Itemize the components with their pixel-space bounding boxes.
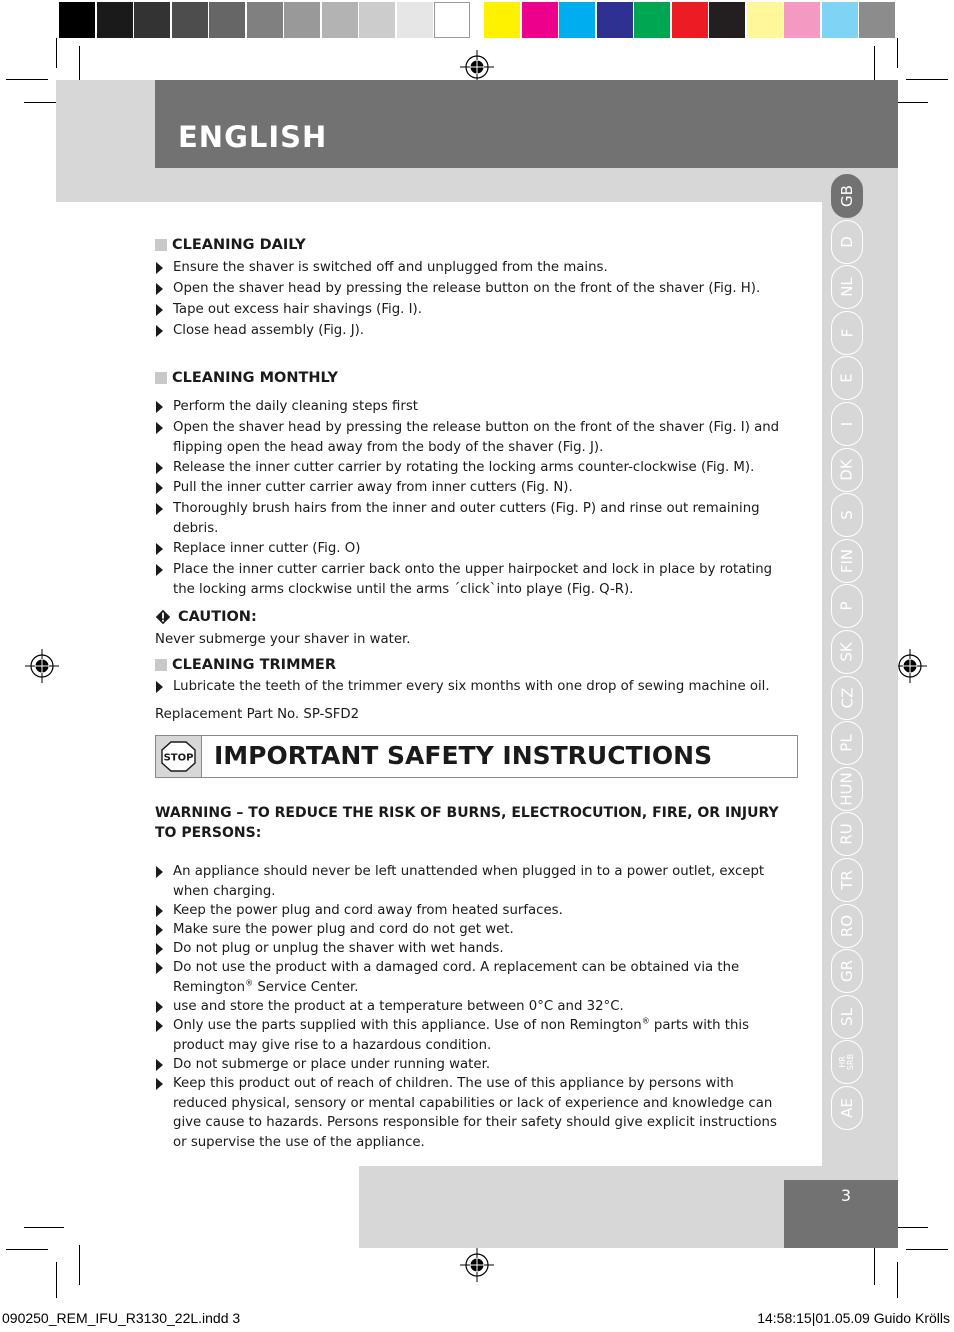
caution-text: Never submerge your shaver in water.: [155, 632, 411, 647]
list-item: Ensure the shaver is switched off and unplugged from the mains.: [155, 258, 785, 278]
list-item: Perform the daily cleaning steps first: [155, 397, 785, 417]
list-item: use and store the product at a temperature between 0°C and 32°C.: [155, 997, 785, 1017]
list-item: Make sure the power plug and cord do not get wet.: [155, 920, 785, 940]
page-number: 3: [840, 1186, 852, 1205]
list-item: Replace inner cutter (Fig. O): [155, 539, 785, 559]
language-tab-sl: [831, 995, 863, 1039]
language-tab-s: [831, 493, 863, 537]
color-swatch: [859, 2, 895, 38]
list-item: Keep the power plug and cord away from heated surfaces.: [155, 901, 785, 921]
crop-mark: [56, 38, 57, 68]
color-swatch: [484, 2, 520, 38]
language-code: RO: [837, 914, 856, 937]
list-item: Open the shaver head by pressing the release button on the front of the shaver (Fig. I) and flipping open the head away from the body of the shaver (Fig. J).: [155, 418, 785, 457]
list-item: Keep this product out of reach of children. The use of this appliance by persons with reduced physical, sensory or mental capabilities or lack of experience and knowledge can give cause to hazards. Persons responsible for their safety should give explicit instructions or supervise the use of the appliance.: [155, 1074, 785, 1152]
color-bar-cmyk: [484, 2, 897, 38]
list-item: Close head assembly (Fig. J).: [155, 321, 785, 341]
language-code: I: [838, 421, 856, 427]
item-text-tail: parts with this product may give rise to a hazardous condition.: [173, 1018, 750, 1053]
language-code: SL: [837, 1007, 856, 1026]
color-swatch: [634, 2, 670, 38]
language-code: RU: [838, 823, 856, 846]
language-tab-d: [831, 220, 863, 264]
language-code: F: [837, 328, 856, 338]
list-item: [155, 1016, 785, 1055]
section-title: CLEANING DAILY: [172, 237, 306, 253]
color-swatch: [359, 2, 395, 38]
list-item: Release the inner cutter carrier by rotating the locking arms counter-clockwise (Fig. M).: [155, 458, 785, 478]
language-code: SK: [837, 642, 856, 662]
language-tab-sk: [831, 630, 863, 674]
square-bullet-icon: [155, 372, 167, 384]
color-swatch: [284, 2, 320, 38]
color-swatch: [434, 2, 470, 38]
language-tab-f: [831, 311, 863, 355]
list-item: [155, 958, 785, 997]
color-swatch: [322, 2, 358, 38]
language-code: E: [837, 373, 856, 384]
language-tab-gr: [831, 949, 863, 993]
language-code: HR SRB: [838, 1054, 855, 1071]
color-swatch: [247, 2, 283, 38]
stop-label: STOP: [163, 752, 194, 764]
registration-mark-icon: [893, 649, 927, 683]
language-tab-pl: [831, 721, 863, 765]
crop-mark: [56, 1262, 57, 1298]
stop-cell: [156, 736, 202, 777]
list-item: An appliance should never be left unattended when plugged in to a power outlet, except when charging.: [155, 862, 785, 901]
list-item: Lubricate the teeth of the trimmer every six months with one drop of sewing machine oil.: [155, 677, 785, 697]
language-code: FIN: [838, 548, 856, 573]
section-title: CLEANING TRIMMER: [172, 657, 337, 673]
language-tab-tr: [831, 858, 863, 902]
list-item: Tape out excess hair shavings (Fig. I).: [155, 300, 785, 320]
language-tab-hun: [831, 767, 863, 811]
square-bullet-icon: [155, 659, 167, 671]
list-item: Open the shaver head by pressing the release button on the front of the shaver (Fig. H).: [155, 279, 785, 299]
registered-mark: ®: [641, 1016, 650, 1026]
color-swatch: [397, 2, 433, 38]
list-item: Pull the inner cutter carrier away from inner cutters (Fig. N).: [155, 478, 785, 498]
color-swatch: [822, 2, 858, 38]
language-tab-ae: [831, 1086, 863, 1130]
language-code: NL: [837, 277, 856, 297]
section-cleaning-trimmer: [155, 657, 336, 673]
page-title: ENGLISH: [178, 120, 328, 154]
caution-heading: [155, 609, 257, 625]
slug-timestamp: 14:58:15|01.05.09 Guido Krölls: [757, 1310, 950, 1326]
language-tab-p: [831, 584, 863, 628]
list-item: Thoroughly brush hairs from the inner and outer cutters (Fig. P) and rinse out remaining debris.: [155, 499, 785, 538]
safety-title: IMPORTANT SAFETY INSTRUCTIONS: [214, 741, 713, 770]
color-swatch: [747, 2, 783, 38]
crop-mark: [897, 38, 898, 68]
item-text: Do not use the product with a damaged cord. A replacement can be obtained via the Remington: [173, 960, 740, 995]
crop-mark: [6, 79, 48, 80]
language-code: S: [838, 510, 856, 520]
language-code: D: [838, 235, 856, 248]
language-tab-hr-srb: [831, 1040, 863, 1084]
language-code: TR: [838, 870, 856, 890]
language-tab-fin: [831, 539, 863, 583]
language-code: GR: [837, 960, 856, 983]
crop-mark: [24, 1227, 64, 1228]
square-bullet-icon: [155, 239, 167, 251]
color-swatch: [97, 2, 133, 38]
color-swatch: [522, 2, 558, 38]
color-swatch: [172, 2, 208, 38]
language-code: PL: [838, 734, 856, 752]
color-swatch: [59, 2, 95, 38]
crop-mark: [79, 1245, 80, 1285]
crop-mark: [6, 1249, 48, 1250]
crop-mark: [874, 1245, 875, 1285]
color-swatch: [672, 2, 708, 38]
slug-file-name: 090250_REM_IFU_R3130_22L.indd 3: [2, 1310, 241, 1326]
list-item: Place the inner cutter carrier back onto the upper hairpocket and lock in place by rotating the locking arms clockwise until the arms ´click`into playe (Fig. Q-R).: [155, 560, 785, 599]
crop-mark: [906, 79, 948, 80]
replacement-part: Replacement Part No. SP-SFD2: [155, 707, 360, 722]
warning-diamond-icon: [155, 609, 171, 625]
list-item: Do not submerge or place under running water.: [155, 1055, 785, 1075]
color-swatch: [134, 2, 170, 38]
language-tab-i: [831, 402, 863, 446]
item-text-tail: Service Center.: [253, 979, 359, 995]
language-tab-gb: [831, 174, 863, 218]
language-code: DK: [837, 458, 856, 481]
language-code: AE: [838, 1098, 856, 1118]
color-swatch: [209, 2, 245, 38]
language-tab-ro: [831, 904, 863, 948]
caution-title: CAUTION:: [178, 609, 257, 625]
color-swatch: [709, 2, 745, 38]
registration-mark-icon: [460, 50, 494, 84]
color-swatch: [559, 2, 595, 38]
language-tab-e: [831, 356, 863, 400]
language-code: GB: [837, 185, 856, 207]
language-code: CZ: [838, 687, 856, 708]
color-swatch: [597, 2, 633, 38]
language-tab-ru: [831, 812, 863, 856]
warning-heading: WARNING – TO REDUCE THE RISK OF BURNS, ELECTROCUTION, FIRE, OR INJURY TO PERSONS:: [155, 805, 779, 841]
language-code: HUN: [838, 772, 857, 806]
crop-mark: [906, 1249, 948, 1250]
section-cleaning-monthly: [155, 370, 338, 386]
language-code: P: [837, 601, 856, 611]
registration-mark-icon: [460, 1248, 494, 1282]
color-swatch: [784, 2, 820, 38]
item-text: Only use the parts supplied with this appliance. Use of non Remington: [173, 1018, 642, 1033]
registered-mark: ®: [245, 978, 254, 988]
color-bar-grayscale: [59, 2, 472, 38]
crop-mark: [897, 1262, 898, 1298]
stop-sign-icon: [156, 736, 201, 777]
list-item: Do not plug or unplug the shaver with wet hands.: [155, 939, 785, 959]
language-tab-dk: [831, 448, 863, 492]
language-tab-cz: [831, 676, 863, 720]
language-tab-nl: [831, 265, 863, 309]
section-title: CLEANING MONTHLY: [172, 370, 339, 386]
registration-mark-icon: [25, 649, 59, 683]
section-cleaning-daily: [155, 237, 306, 253]
